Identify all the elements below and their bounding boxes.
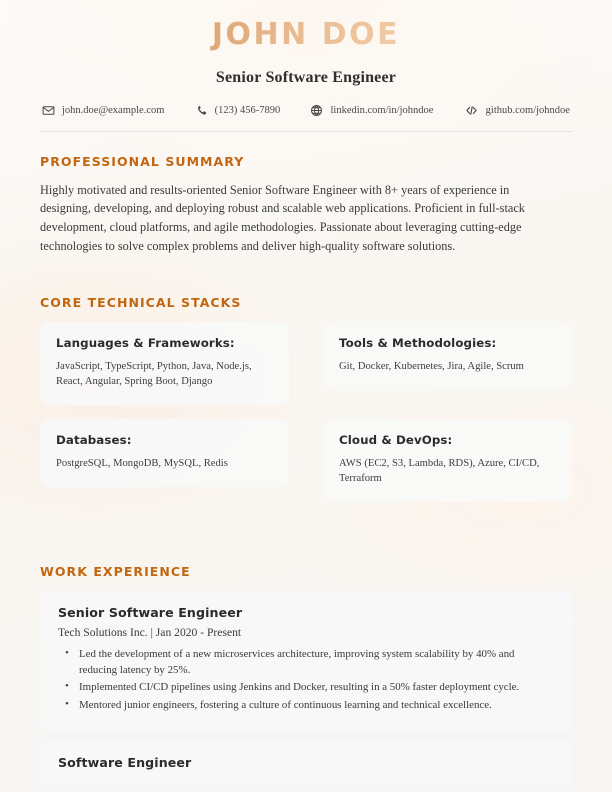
code-icon [464,104,479,117]
job-bullet-list [58,647,554,713]
header-divider [40,131,572,132]
job-entry [40,591,572,731]
job-role: Software Engineer [58,755,192,771]
stack-card-title: Cloud & DevOps: [339,433,453,448]
stack-card-body: JavaScript, TypeScript, Python, Java, Node.js, React, Angular, Spring Boot, Django [56,361,252,388]
stack-card-body: PostgreSQL, MongoDB, MySQL, Redis [56,458,228,470]
globe-icon [310,104,323,117]
stack-card-tools [323,322,572,390]
job-role: Senior Software Engineer [58,605,243,621]
phone-icon [195,104,208,117]
contact-github[interactable] [464,104,570,117]
job-title-subheading: Senior Software Engineer [215,68,397,86]
contact-phone[interactable] [195,104,281,117]
job-company-dates: Tech Solutions Inc. | Jan 2020 - Present [58,626,242,640]
job-bullet: • Implemented CI/CD pipelines using Jenkins and Docker, resulting in a 50% faster deployment cycle. [58,680,554,695]
section-core-technical-stacks [40,295,572,502]
stack-card-cloud [323,419,572,502]
section-heading-summary: PROFESSIONAL SUMMARY [40,153,245,169]
contact-email-label: john.doe@example.com [62,104,165,116]
resume-header [0,0,612,132]
stack-card-body: Git, Docker, Kubernetes, Jira, Agile, Scrum [339,361,524,373]
job-entry [40,741,572,786]
stack-card-title: Languages & Frameworks: [56,336,235,351]
section-work-experience [40,564,572,786]
page-title: JOHN DOE [40,18,572,53]
stack-card-languages [40,322,289,405]
contact-bar [40,104,572,117]
contact-github-label: github.com/johndoe [485,104,570,116]
stack-card-body: AWS (EC2, S3, Lambda, RDS), Azure, CI/CD, Terraform [339,458,540,485]
resume-content [0,154,612,787]
job-bullet: • Led the development of a new microservices architecture, improving system scalability by 40% and reducing latency by 25%. [58,647,554,678]
section-heading-stacks: CORE TECHNICAL STACKS [40,295,242,311]
section-professional-summary [40,154,572,256]
stack-card-title: Databases: [56,433,132,448]
contact-linkedin-label: linkedin.com/in/johndoe [330,104,434,116]
summary-text: Highly motivated and results-oriented Senior Software Engineer with 8+ years of experience in designing, developing, and deploying robust and scalable web applications. Proficient in full-stack development, cloud platforms, and agile methodologies. Passionate about leveraging cutting-edge technologies to solve complex problems and deliver high-quality software solutions. [40,182,525,253]
contact-phone-label: (123) 456-7890 [214,104,281,116]
stack-card-grid [40,322,572,502]
job-bullet: • Mentored junior engineers, fostering a culture of continuous learning and technical excellence. [58,698,554,713]
stack-card-title: Tools & Methodologies: [339,336,497,351]
stack-card-databases [40,419,289,487]
envelope-icon [42,104,55,117]
contact-email[interactable] [42,104,164,117]
section-heading-work: WORK EXPERIENCE [40,564,191,580]
contact-linkedin[interactable] [310,104,433,117]
